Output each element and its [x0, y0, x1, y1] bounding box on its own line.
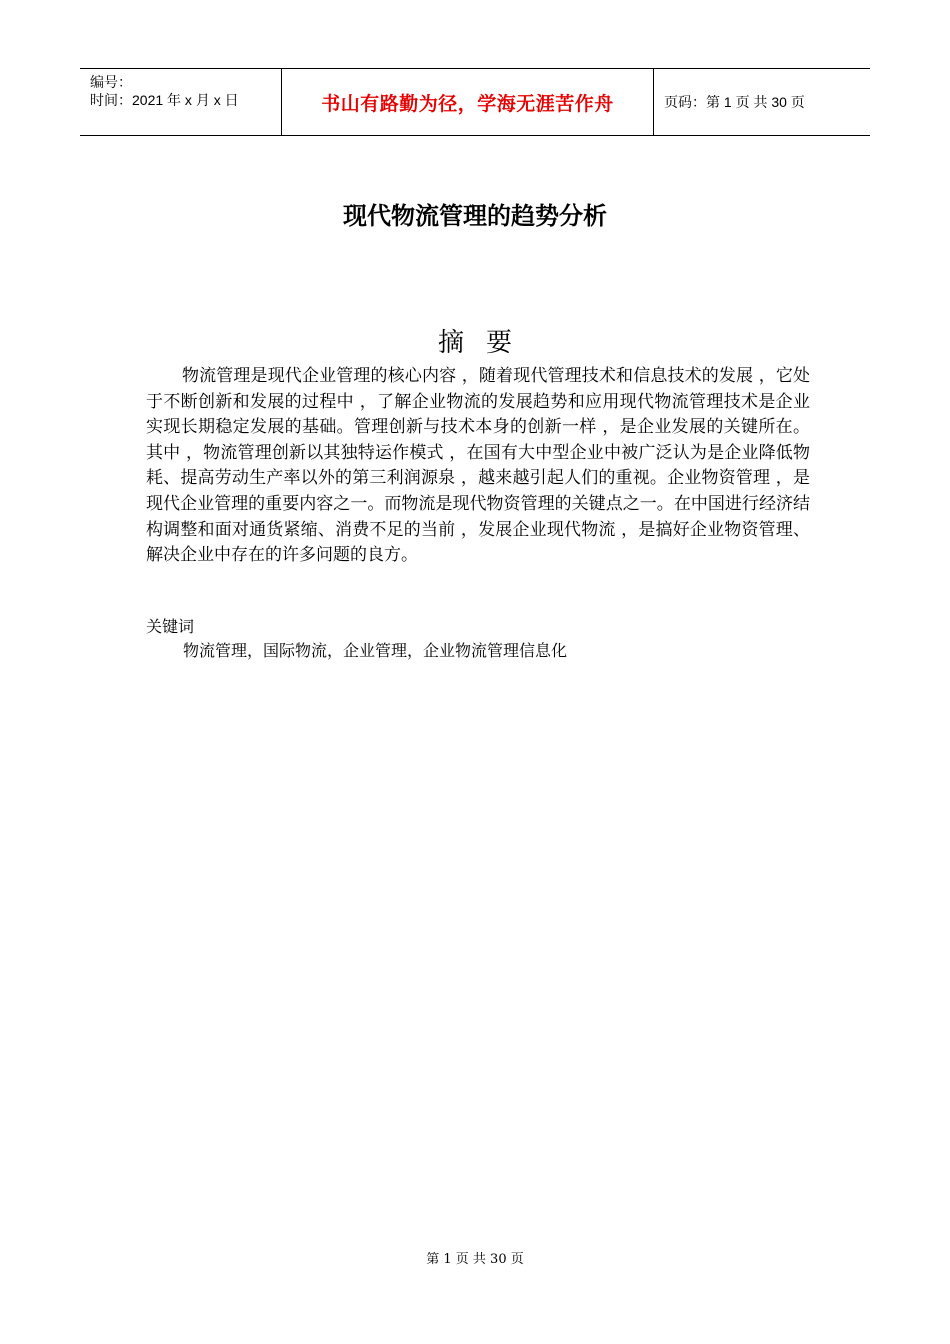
header-motto: 书山有路勤为径，学海无涯苦作舟 [321, 92, 614, 115]
document-number-label: 编号： [90, 74, 132, 90]
header-page-info: 页码：第 1 页 共 30 页 [664, 94, 805, 110]
page-footer: 第 1 页 共 30 页 [426, 1252, 524, 1267]
header-page-cell [654, 69, 870, 135]
abstract-paragraph: 物流管理是现代企业管理的核心内容 ，随着现代管理技术和信息技术的发展 ，它处于不断创新和发展的过程中 ，了解企业物流的发展趋势和应用现代物流管理技术是企业实现长期稳定发展的基础。管理创新与技术本身的创新一样 ，是企业发展的关键所在。其中 ，物流管理创新以其独特运作模式 ，在国有大中型企业中被广泛认为是企业降低物耗、提高劳动生产率以外的第三利润源泉 ，越来越引起人们的重视。企业物资管理 ，是现代企业管理的重要内容之一。而物流是现代物资管理的关键点之一。在中国进行经济结构调整和面对通货紧缩、消费不足的当前 ，发展企业现代物流 ，是搞好企业物资管理、解决企业中存在的许多问题的良方。 [146, 366, 810, 566]
document-title: 现代物流管理的趋势分析 [343, 202, 607, 230]
keywords-heading: 关键词 [146, 617, 195, 636]
abstract-heading: 摘要 [437, 328, 534, 358]
header-meta-cell [80, 69, 281, 135]
header-motto-cell [281, 69, 654, 135]
page-header [80, 68, 870, 136]
keywords-list: 物流管理，国际物流，企业管理，企业物流管理信息化 [183, 641, 568, 660]
document-time-label: 时间：2021 年 x 月 x 日 [90, 92, 239, 108]
